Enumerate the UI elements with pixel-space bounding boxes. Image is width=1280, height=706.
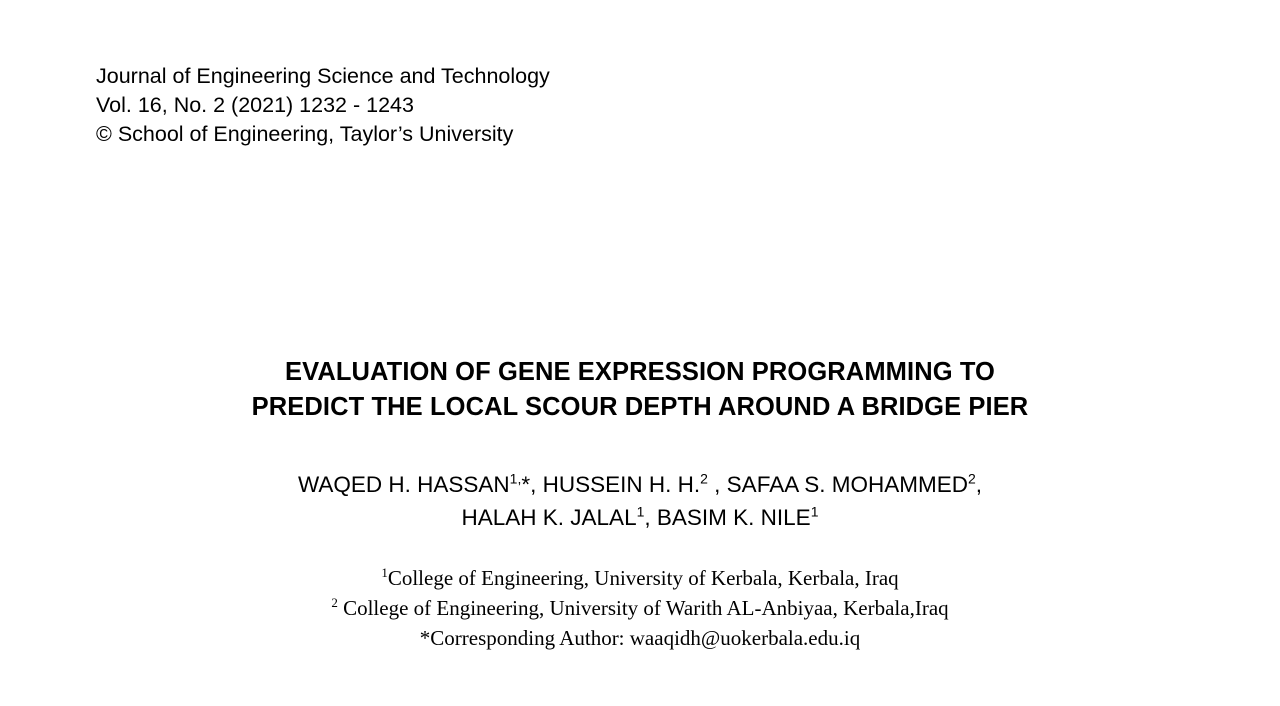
page-title [0, 355, 1280, 425]
affiliation-1 [0, 563, 1280, 593]
affiliation-text-2: College of Engineering, University of Warith AL-Anbiyaa, Kerbala,Iraq [337, 596, 949, 620]
affiliations [0, 563, 1280, 653]
author-name-4: HALAH K. JALAL [461, 505, 637, 530]
authors-separator-3: , [975, 472, 983, 497]
journal-header [96, 62, 550, 149]
corresponding-author: *Corresponding Author: waaqidh@uokerbala.edu.iq [419, 626, 861, 650]
authors-line-1 [0, 468, 1280, 501]
author-name-1: WAQED H. HASSAN [297, 472, 510, 497]
author-affiliation-marker-1: 1, [509, 470, 522, 487]
authors-separator-2: , SAFAA S. MOHAMMED [707, 472, 968, 497]
authors-separator-4: , BASIM K. NILE [644, 505, 811, 530]
journal-name: Journal of Engineering Science and Technology [96, 64, 550, 88]
author-affiliation-marker-4: 1 [636, 503, 645, 520]
author-affiliation-marker-2: 2 [700, 470, 708, 487]
title-line-2: PREDICT THE LOCAL SCOUR DEPTH AROUND A BRIDGE PIER [251, 393, 1029, 421]
affiliation-text-1: College of Engineering, University of Kerbala, Kerbala, Iraq [387, 566, 899, 590]
title-line-1: EVALUATION OF GENE EXPRESSION PROGRAMMING TO [285, 358, 995, 386]
affiliation-marker-1: 1 [381, 565, 388, 580]
journal-volume-pages: Vol. 16, No. 2 (2021) 1232 - 1243 [96, 93, 414, 117]
author-affiliation-marker-3: 2 [967, 470, 976, 487]
author-affiliation-marker-5: 1 [810, 503, 819, 520]
journal-copyright: © School of Engineering, Taylor’s University [96, 122, 514, 146]
authors-separator-1: *, HUSSEIN H. H. [521, 472, 701, 497]
author-list [0, 468, 1280, 534]
affiliation-marker-2: 2 [331, 595, 338, 610]
authors-line-2 [0, 501, 1280, 534]
affiliation-2 [0, 593, 1280, 623]
